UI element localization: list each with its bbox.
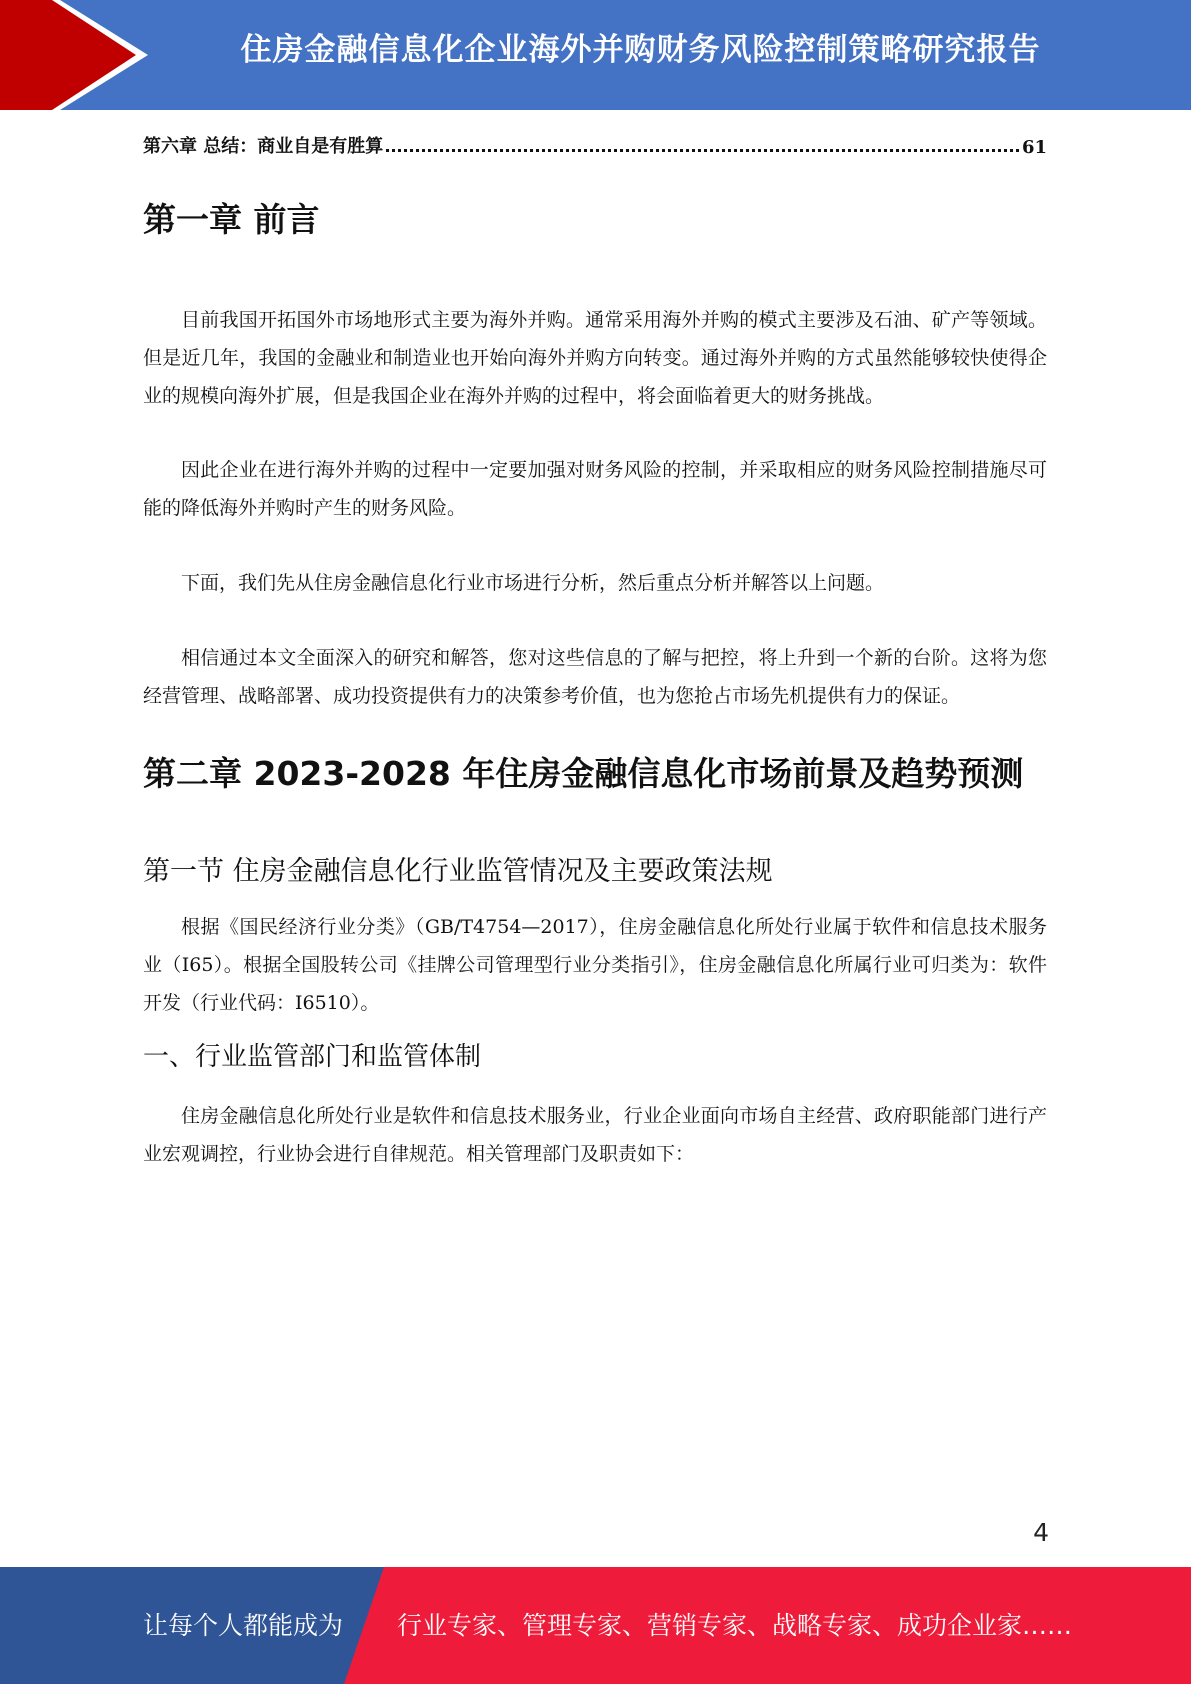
footer-slogan-left: 让每个人都能成为	[143, 1611, 344, 1640]
chapter-1-paragraph-1: 目前我国开拓国外市场地形式主要为海外并购。通常采用海外并购的模式主要涉及石油、矿产等领域。但是近几年，我国的金融业和制造业也开始向海外并购方向转变。通过海外并购的方式虽然能够较快使得企业的规模向海外扩展，但是我国企业在海外并购的过程中，将会面临着更大的财务挑战。	[143, 309, 1047, 407]
section-1-title: 第一节 住房金融信息化行业监管情况及主要政策法规	[143, 856, 773, 887]
subsection-1-title: 一、行业监管部门和监管体制	[143, 1042, 482, 1072]
chapter-1-title: 第一章 前言	[143, 200, 320, 239]
toc-entry-label: 第六章 总结：商业自是有胜算	[143, 136, 384, 157]
page-number: 4	[1033, 1518, 1049, 1547]
report-title: 住房金融信息化企业海外并购财务风险控制策略研究报告	[240, 32, 1041, 68]
chapter-1-paragraph-3: 下面，我们先从住房金融信息化行业市场进行分析，然后重点分析并解答以上问题。	[181, 572, 885, 594]
toc-entry-page: 61	[1021, 137, 1047, 158]
section-1-paragraph: 根据《国民经济行业分类》（GB/T4754—2017），住房金融信息化所处行业属于软件和信息技术服务业（I65）。根据全国股转公司《挂牌公司管理型行业分类指引》，住房金融信息化所属行业可归类为：软件开发（行业代码：I6510）。	[143, 916, 1047, 1014]
page-header	[0, 0, 1191, 110]
chapter-1-paragraph-4: 相信通过本文全面深入的研究和解答，您对这些信息的了解与把控，将上升到一个新的台阶。这将为您经营管理、战略部署、成功投资提供有力的决策参考价值，也为您抢占市场先机提供有力的保证。	[143, 647, 1047, 707]
chapter-1-paragraph-2: 因此企业在进行海外并购的过程中一定要加强对财务风险的控制，并采取相应的财务风险控制措施尽可能的降低海外并购时产生的财务风险。	[143, 459, 1047, 519]
page-footer	[0, 1567, 1191, 1684]
toc-dot-leader	[386, 149, 1019, 152]
subsection-1-paragraph: 住房金融信息化所处行业是软件和信息技术服务业，行业企业面向市场自主经营、政府职能部门进行产业宏观调控，行业协会进行自律规范。相关管理部门及职责如下：	[143, 1105, 1047, 1165]
toc-entry[interactable]	[143, 128, 1047, 158]
footer-slogan-right: 行业专家、管理专家、营销专家、战略专家、成功企业家……	[397, 1611, 1073, 1640]
chapter-2-title: 第二章 2023-2028 年住房金融信息化市场前景及趋势预测	[143, 754, 1024, 793]
document-body	[143, 195, 1047, 1173]
